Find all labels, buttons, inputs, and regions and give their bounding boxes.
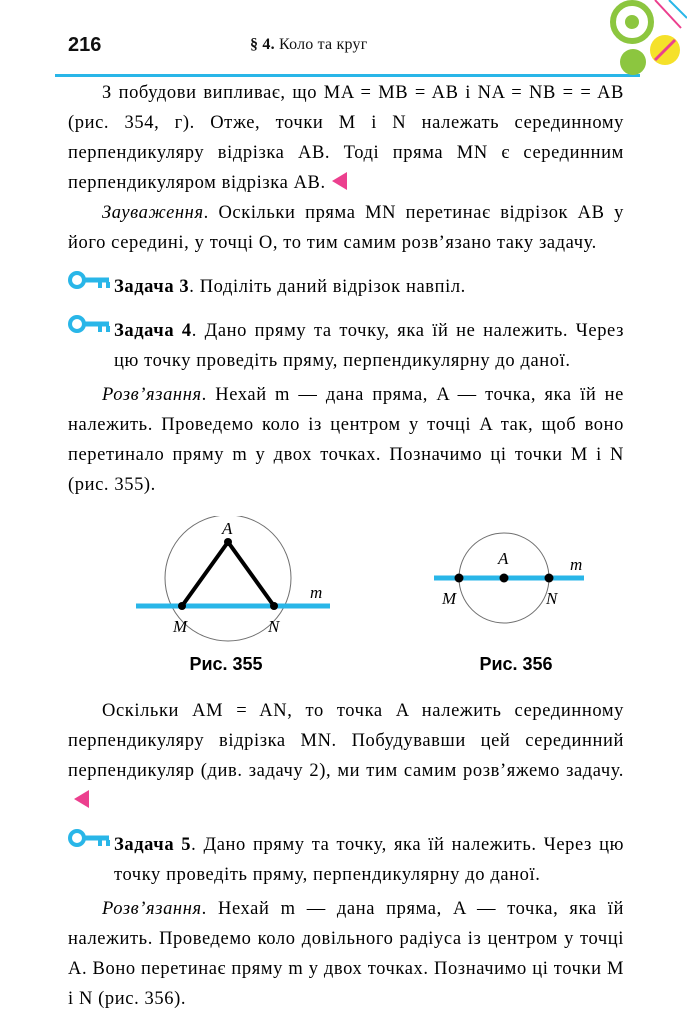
task-4-label: Задача [114,321,175,341]
task-5-body: . Дано пряму та точку, яка їй належить. Через цю точку проведіть пряму, перпендикулярну до даної. [114,835,624,885]
section-symbol: § 4. [250,36,275,53]
page-content [68,78,624,1014]
task-3-text [114,272,624,302]
pink-triangle-marker-2 [74,790,89,808]
paragraph-5 [68,894,624,1014]
task-3-body: . Поділіть даний відрізок навпіл. [189,277,466,297]
task-4-text [114,316,624,376]
task-5-number: 5 [174,835,192,855]
task-4-number: 4 [174,321,192,341]
solution-label-2: Розв’язання [102,899,202,919]
task-3-number: 3 [174,277,190,297]
svg-text:M: M [173,617,188,636]
solution-label-1: Розв’язання [102,385,202,405]
header-divider [55,74,640,77]
svg-text:m: m [570,555,583,574]
page-number: 216 [68,34,102,56]
svg-text:m: m [310,583,323,602]
paragraph-1 [68,78,624,198]
key-icon [68,829,114,852]
svg-text:N: N [268,617,280,636]
section-heading [250,36,367,54]
key-icon [68,271,114,294]
figure-355 [118,516,348,651]
key-icon [68,315,114,338]
paragraph-2 [68,198,624,258]
task-5-row [68,830,624,890]
svg-text:N: N [546,589,558,608]
figure-355-caption: Рис. 355 [189,654,263,674]
task-4-row [68,316,624,376]
page-header [0,30,695,70]
svg-text:M: M [442,589,457,608]
pink-triangle-marker-1 [332,172,347,190]
paragraph-2-text: . Оскільки пряма MN перетинає відрізок AB у його середині, у точці O, то тим самим розв’язано таку задачу. [68,203,624,253]
task-5-text [114,830,624,890]
paragraph-3 [68,380,624,500]
figure-356 [408,516,608,651]
task-3-row [68,272,624,302]
paragraph-3-text: . Нехай m — дана пряма, A — точка, яка їй не належить. Проведемо коло із центром у точці A так, щоб воно перетинало пряму m у двох точках. Позначимо ці точки M і N (рис. 355). [68,385,624,495]
remark-label: Зауваження [102,203,204,223]
paragraph-4-text: Оскільки AM = AN, то точка A належить серединному перпендикуляру відрізка MN. Побудувавши цей серединний перпендикуляр (див. задачу 2), ми тим самим розв’яжемо задачу. [68,701,624,781]
section-title: Коло та круг [279,36,368,53]
task-4-body: . Дано пряму та точку, яка їй не належить. Через цю точку проведіть пряму, перпендикулярну до даної. [114,321,624,371]
svg-text:A: A [498,549,509,568]
paragraph-5-text: . Нехай m — дана пряма, A — точка, яка їй належить. Проведемо коло довільного радіуса із центром у точці A. Воно перетинає пряму m у двох точках. Позначимо ці точки M і N (рис. 356). [68,899,624,1009]
paragraph-4 [68,696,624,816]
task-3-label: Задача [114,277,175,297]
figure-group [68,516,624,686]
paragraph-1-text: З побудови випливає, що MA = MB = AB і NA = NB = = AB (рис. 354, г). Отже, точки M і N належать серединному перпендикуляру відрізка AB. Тоді пряма MN є серединним перпендикуляром відрізка AB. [68,83,624,193]
task-5-label: Задача [114,835,175,855]
figure-356-caption: Рис. 356 [479,654,553,674]
svg-text:A: A [222,519,233,538]
